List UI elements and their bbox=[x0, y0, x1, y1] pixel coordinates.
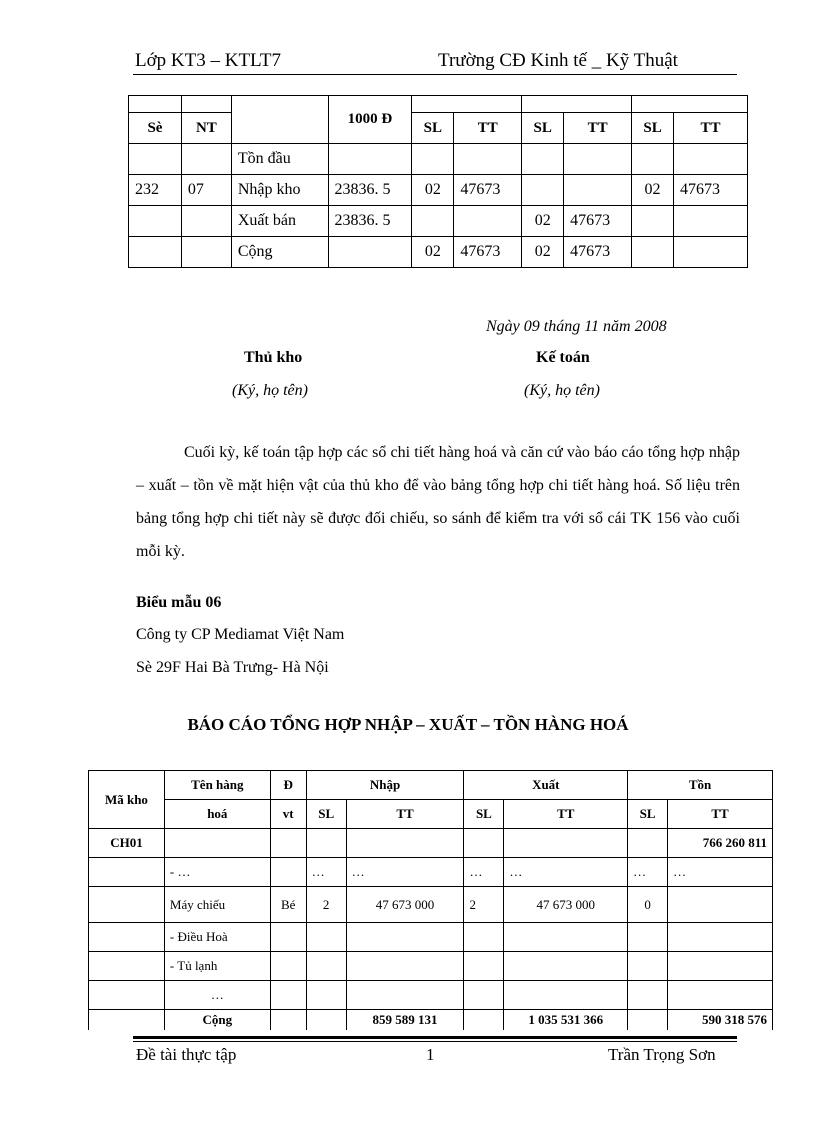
ledger-cell-sl-in: 02 bbox=[412, 237, 454, 268]
report-cell-export-tt bbox=[504, 981, 628, 1010]
report-cell-stock-sl: 0 bbox=[628, 887, 668, 923]
footer-author: Trần Trọng Sơn bbox=[608, 1045, 716, 1064]
signature-accountant-note: (Ký, họ tên) bbox=[524, 382, 600, 399]
report-total-import-sl bbox=[306, 1010, 346, 1031]
ledger-cell-no bbox=[129, 237, 182, 268]
ledger-cell-date bbox=[181, 206, 231, 237]
ledger-cell-no bbox=[129, 144, 182, 175]
signature-accountant-title: Kế toán bbox=[536, 349, 590, 366]
report-cell-stock-tt bbox=[668, 981, 773, 1010]
report-cell-unit bbox=[270, 981, 306, 1010]
report-cell-unit bbox=[270, 829, 306, 858]
report-cell-unit bbox=[270, 923, 306, 952]
report-cell-import-sl: … bbox=[306, 858, 346, 887]
ledger-cell-tt-out: 47673 bbox=[564, 237, 632, 268]
ledger-cell-tt-in: 47673 bbox=[454, 237, 522, 268]
ledger-cell-sl-out: 02 bbox=[522, 206, 564, 237]
report-cell-import-sl bbox=[306, 981, 346, 1010]
report-cell-unit bbox=[270, 952, 306, 981]
report-cell-export-tt bbox=[504, 829, 628, 858]
report-header-export: Xuất bbox=[464, 771, 628, 800]
ledger-cell-tt-in bbox=[454, 206, 522, 237]
report-header-export-tt: TT bbox=[504, 800, 628, 829]
report-cell-import-sl bbox=[306, 952, 346, 981]
report-cell-export-sl: … bbox=[464, 858, 504, 887]
ledger-cell-price: 23836. 5 bbox=[328, 206, 412, 237]
ledger-cell-tt-out bbox=[564, 144, 632, 175]
company-address: Sè 29F Hai Bà Trưng- Hà Nội bbox=[136, 659, 329, 676]
report-header-stock-sl: SL bbox=[628, 800, 668, 829]
ledger-cell-tt-stock bbox=[674, 206, 748, 237]
report-cell-name: - Điều Hoà bbox=[164, 923, 270, 952]
ledger-cell-sl-out: 02 bbox=[522, 237, 564, 268]
ledger-cell-date: 07 bbox=[181, 175, 231, 206]
inventory-ledger-table bbox=[128, 95, 748, 268]
ledger-header-sl-out: SL bbox=[522, 113, 564, 144]
report-total-stock-sl bbox=[628, 1010, 668, 1031]
ledger-header-tt-in: TT bbox=[454, 113, 522, 144]
report-cell-unit: Bé bbox=[270, 887, 306, 923]
ledger-header-no: Sè bbox=[129, 113, 182, 144]
report-cell-import-tt bbox=[346, 829, 464, 858]
ledger-header-sl-stock: SL bbox=[632, 113, 674, 144]
signature-date: Ngày 09 tháng 11 năm 2008 bbox=[486, 318, 667, 335]
report-cell-export-sl bbox=[464, 923, 504, 952]
ledger-cell-tt-stock bbox=[674, 144, 748, 175]
report-header-import-tt: TT bbox=[346, 800, 464, 829]
report-cell-export-tt: … bbox=[504, 858, 628, 887]
report-header-stock: Tồn bbox=[628, 771, 773, 800]
ledger-cell-sl-in bbox=[412, 206, 454, 237]
report-cell-export-tt: 47 673 000 bbox=[504, 887, 628, 923]
ledger-cell-sl-out bbox=[522, 144, 564, 175]
ledger-header-tt-stock: TT bbox=[674, 113, 748, 144]
footer-rule-thin bbox=[133, 1041, 737, 1042]
ledger-row bbox=[129, 175, 748, 206]
report-total-export-tt: 1 035 531 366 bbox=[504, 1010, 628, 1031]
ledger-header-sl-in: SL bbox=[412, 113, 454, 144]
header-school: Trường CĐ Kinh tế _ Kỹ Thuật bbox=[438, 50, 678, 71]
report-header-unit-bottom: vt bbox=[270, 800, 306, 829]
ledger-cell-sl-in: 02 bbox=[412, 175, 454, 206]
report-cell-code bbox=[89, 981, 165, 1010]
ledger-cell-tt-out: 47673 bbox=[564, 206, 632, 237]
report-cell-import-sl: 2 bbox=[306, 887, 346, 923]
report-cell-export-tt bbox=[504, 952, 628, 981]
company-name: Công ty CP Mediamat Việt Nam bbox=[136, 626, 345, 643]
ledger-cell-sl-stock bbox=[632, 206, 674, 237]
report-header-stock-tt: TT bbox=[668, 800, 773, 829]
report-cell-stock-tt: … bbox=[668, 858, 773, 887]
ledger-row bbox=[129, 206, 748, 237]
report-row bbox=[89, 858, 773, 887]
report-cell-name: Máy chiếu bbox=[164, 887, 270, 923]
report-header-name-top: Tên hàng bbox=[164, 771, 270, 800]
report-row bbox=[89, 981, 773, 1010]
ledger-cell-sl-stock: 02 bbox=[632, 175, 674, 206]
report-cell-unit bbox=[270, 858, 306, 887]
ledger-row-total bbox=[129, 237, 748, 268]
ledger-cell-tt-stock bbox=[674, 237, 748, 268]
ledger-cell-sl-out bbox=[522, 175, 564, 206]
report-cell-stock-tt: 766 260 811 bbox=[668, 829, 773, 858]
report-cell-import-sl bbox=[306, 923, 346, 952]
report-cell-name: - … bbox=[164, 858, 270, 887]
ledger-cell-tt-in bbox=[454, 144, 522, 175]
report-cell-name bbox=[164, 829, 270, 858]
report-row bbox=[89, 829, 773, 858]
report-cell-export-tt bbox=[504, 923, 628, 952]
report-header-code: Mã kho bbox=[89, 771, 165, 829]
report-total-code bbox=[89, 1010, 165, 1031]
footer-topic: Đề tài thực tập bbox=[136, 1045, 237, 1064]
report-row-total bbox=[89, 1010, 773, 1031]
report-cell-code bbox=[89, 887, 165, 923]
ledger-header-top bbox=[129, 96, 748, 113]
report-cell-import-sl bbox=[306, 829, 346, 858]
report-cell-stock-sl bbox=[628, 981, 668, 1010]
report-cell-export-sl: 2 bbox=[464, 887, 504, 923]
report-header-import: Nhập bbox=[306, 771, 464, 800]
ledger-header-price: 1000 Đ bbox=[328, 96, 412, 144]
ledger-header-tt-out: TT bbox=[564, 113, 632, 144]
report-total-unit bbox=[270, 1010, 306, 1031]
report-total-export-sl bbox=[464, 1010, 504, 1031]
report-cell-import-tt bbox=[346, 981, 464, 1010]
ledger-cell-sl-stock bbox=[632, 144, 674, 175]
ledger-row bbox=[129, 144, 748, 175]
report-cell-import-tt bbox=[346, 952, 464, 981]
report-title: BÁO CÁO TỔNG HỢP NHẬP – XUẤT – TỒN HÀNG HOÁ bbox=[187, 715, 629, 734]
report-cell-import-tt: … bbox=[346, 858, 464, 887]
report-cell-code bbox=[89, 952, 165, 981]
report-cell-export-sl bbox=[464, 829, 504, 858]
ledger-cell-sl-stock bbox=[632, 237, 674, 268]
inventory-summary-table bbox=[88, 770, 773, 1030]
report-row bbox=[89, 887, 773, 923]
report-cell-name: … bbox=[164, 981, 270, 1010]
report-cell-stock-sl: … bbox=[628, 858, 668, 887]
report-cell-import-tt: 47 673 000 bbox=[346, 887, 464, 923]
ledger-header-row bbox=[129, 113, 748, 144]
report-cell-stock-tt bbox=[668, 923, 773, 952]
report-header-name-bottom: hoá bbox=[164, 800, 270, 829]
report-total-import-tt: 859 589 131 bbox=[346, 1010, 464, 1031]
report-cell-stock-tt bbox=[668, 952, 773, 981]
report-cell-name: - Tủ lạnh bbox=[164, 952, 270, 981]
report-header-export-sl: SL bbox=[464, 800, 504, 829]
form-number: Biểu mẫu 06 bbox=[136, 594, 222, 611]
report-cell-stock-sl bbox=[628, 923, 668, 952]
report-row bbox=[89, 952, 773, 981]
report-row bbox=[89, 923, 773, 952]
report-total-label: Cộng bbox=[164, 1010, 270, 1031]
report-header-row-1 bbox=[89, 771, 773, 800]
report-cell-stock-tt bbox=[668, 887, 773, 923]
ledger-cell-no bbox=[129, 206, 182, 237]
ledger-cell-date bbox=[181, 237, 231, 268]
ledger-cell-price bbox=[328, 237, 412, 268]
ledger-cell-desc: Tồn đầu bbox=[231, 144, 328, 175]
report-cell-import-tt bbox=[346, 923, 464, 952]
ledger-cell-price: 23836. 5 bbox=[328, 175, 412, 206]
report-cell-stock-sl bbox=[628, 952, 668, 981]
footer-page-number: 1 bbox=[426, 1045, 435, 1064]
ledger-cell-tt-out bbox=[564, 175, 632, 206]
report-header-unit-top: Đ bbox=[270, 771, 306, 800]
report-header-import-sl: SL bbox=[306, 800, 346, 829]
report-header-row-2 bbox=[89, 800, 773, 829]
ledger-cell-date bbox=[181, 144, 231, 175]
report-cell-stock-sl bbox=[628, 829, 668, 858]
signature-storekeeper-title: Thủ kho bbox=[244, 349, 303, 366]
report-cell-export-sl bbox=[464, 952, 504, 981]
header-class: Lớp KT3 – KTLT7 bbox=[135, 50, 282, 71]
ledger-cell-sl-in bbox=[412, 144, 454, 175]
ledger-cell-desc: Cộng bbox=[231, 237, 328, 268]
body-paragraph: Cuối kỳ, kế toán tập hợp các sổ chi tiết hàng hoá và căn cứ vào báo cáo tổng hợp nhập – xuất – tồn về mặt hiện vật của thủ kho để vào bảng tổng hợp chi tiết hàng hoá. Số liệu trên bảng tổng hợp chi tiết này sẽ được đối chiếu, so sánh để kiểm tra với sổ cái TK 156 vào cuối mỗi kỳ. bbox=[136, 444, 740, 560]
ledger-cell-no: 232 bbox=[129, 175, 182, 206]
ledger-cell-tt-stock: 47673 bbox=[674, 175, 748, 206]
report-cell-code bbox=[89, 858, 165, 887]
ledger-cell-tt-in: 47673 bbox=[454, 175, 522, 206]
ledger-cell-desc: Nhập kho bbox=[231, 175, 328, 206]
ledger-cell-price bbox=[328, 144, 412, 175]
report-cell-code bbox=[89, 923, 165, 952]
report-total-stock-tt: 590 318 576 bbox=[668, 1010, 773, 1031]
report-cell-code: CH01 bbox=[89, 829, 165, 858]
report-cell-export-sl bbox=[464, 981, 504, 1010]
footer-rule-thick bbox=[133, 1036, 737, 1039]
ledger-header-date: NT bbox=[181, 113, 231, 144]
signature-storekeeper-note: (Ký, họ tên) bbox=[232, 382, 308, 399]
ledger-cell-desc: Xuất bán bbox=[231, 206, 328, 237]
header-rule bbox=[133, 74, 737, 75]
